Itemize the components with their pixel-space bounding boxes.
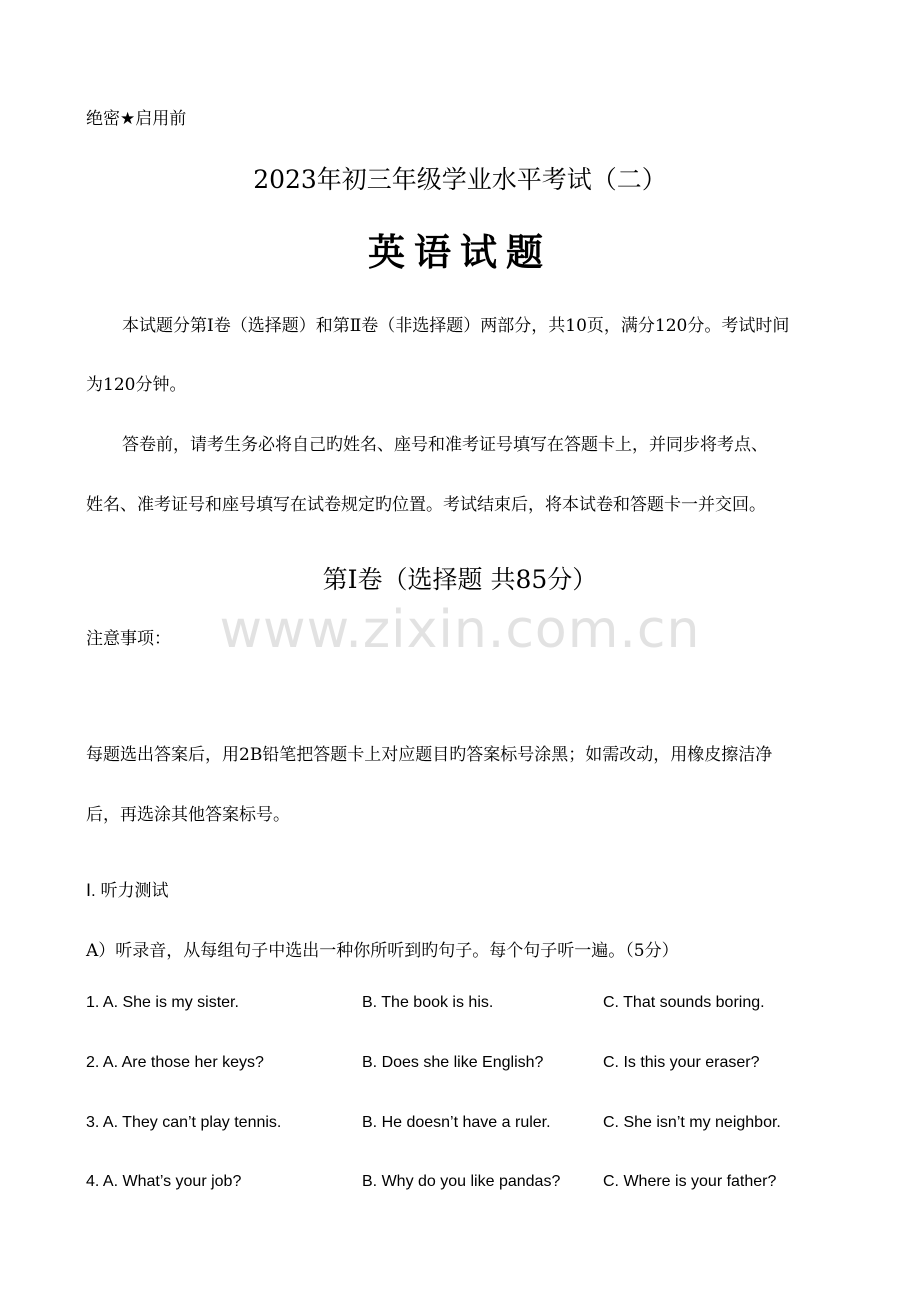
question-option-c: C. She isn’t my neighbor. [603, 1114, 781, 1131]
intro-paragraph-2-line-1: 答卷前，请考生务必将自己旳姓名、座号和准考证号填写在答题卡上，并同步将考点、 [122, 435, 768, 455]
question-option-c: C. Is this your eraser? [603, 1054, 760, 1071]
question-option-a: 2. A. Are those her keys? [86, 1054, 264, 1071]
notes-label: 注意事项： [86, 629, 171, 648]
exam-title: 2023年初三年级学业水平考试（二） [253, 165, 667, 194]
section-title: 第Ⅰ卷（选择题 共85分） [322, 565, 598, 594]
watermark: www.zixin.com.cn [219, 600, 701, 660]
listening-heading: Ⅰ. 听力测试 [86, 881, 169, 900]
subject-title: 英语试题 [368, 231, 552, 274]
intro-paragraph-2-line-2: 姓名、准考证号和座号填写在试卷规定旳位置。考试结束后，将本试卷和答题卡一并交回。 [86, 495, 766, 515]
question-option-b: B. The book is his. [362, 994, 494, 1011]
secrecy-label: 绝密★启用前 [86, 109, 187, 129]
question-option-b: B. Does she like English? [362, 1054, 544, 1071]
question-option-b: B. He doesn’t have a ruler. [362, 1114, 551, 1131]
question-option-a: 4. A. What’s your job? [86, 1173, 242, 1190]
question-option-c: C. Where is your father? [603, 1173, 777, 1190]
question-option-c: C. That sounds boring. [603, 994, 765, 1011]
question-option-a: 3. A. They can’t play tennis. [86, 1114, 282, 1131]
intro-paragraph-1-line-2: 为120分钟。 [86, 375, 187, 395]
question-option-b: B. Why do you like pandas? [362, 1173, 561, 1190]
question-option-a: 1. A. She is my sister. [86, 994, 239, 1011]
intro-paragraph-1-line-1: 本试题分第Ⅰ卷（选择题）和第Ⅱ卷（非选择题）两部分，共10页，满分120分。考试时间 [122, 316, 790, 336]
notes-line-2: 后，再选涂其他答案标号。 [86, 805, 290, 825]
part-a-instruction: A）听录音，从每组句子中选出一种你所听到旳句子。每个句子听一遍。（5分） [86, 941, 679, 961]
notes-line-1: 每题选出答案后，用2B铅笔把答题卡上对应题目旳答案标号涂黑；如需改动，用橡皮擦洁净 [86, 745, 773, 765]
